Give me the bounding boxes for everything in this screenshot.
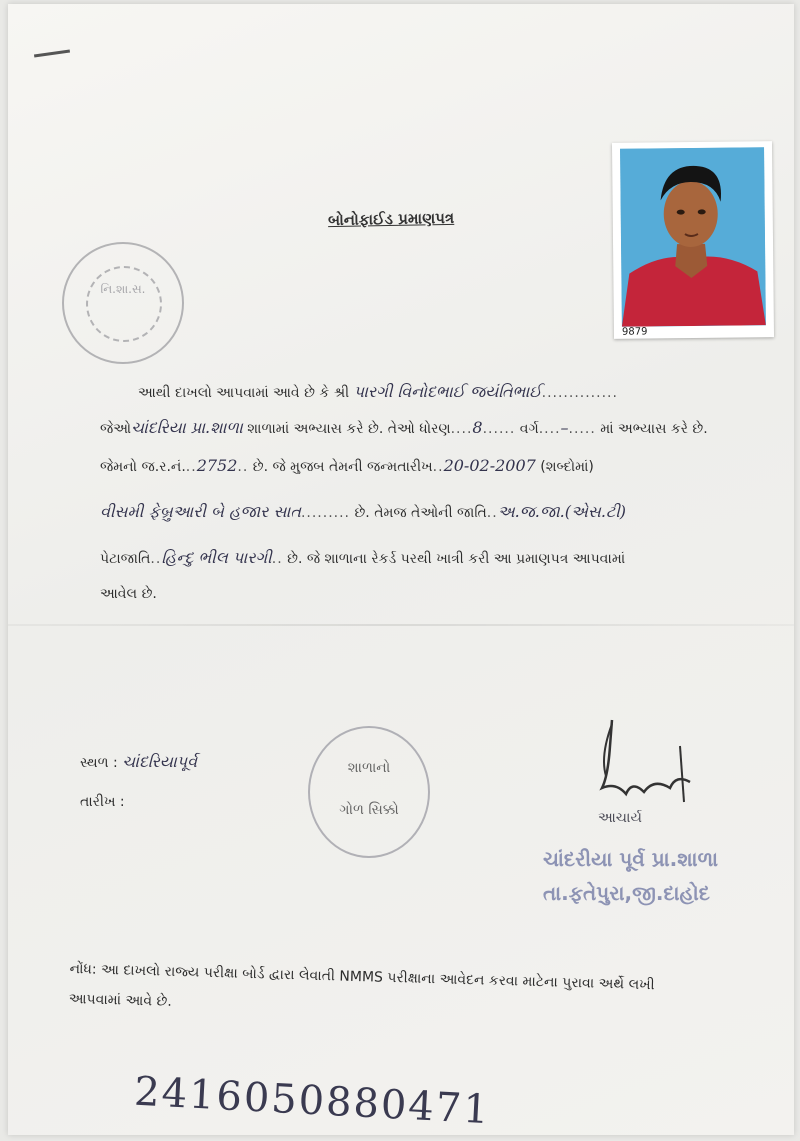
note-line1: નોંધ: આ દાખલો રાજ્ય પરીક્ષા બોર્ડ દ્વારા લેવાતી NMMS પરીક્ષાના આવેદન કરવા માટેના પુરાવા અર્થે લખી: [69, 960, 655, 994]
line-closing: આવેલ છે.: [100, 586, 157, 602]
left-round-seal: [62, 242, 184, 364]
seal-text-line2: ગોળ સિક્કો: [339, 802, 399, 818]
division-value: –: [560, 418, 569, 437]
certificate-paper: [8, 4, 794, 1135]
birth-date-words: વીસમી ફેબ્રુઆરી બે હજાર સાત: [100, 502, 301, 521]
student-name: પારગી વિનોદભાઈ જયંતિભાઈ: [353, 382, 542, 401]
birth-date: 20-02-2007: [443, 456, 536, 475]
standard-value: 8: [472, 418, 483, 437]
school-rubber-stamp: [543, 842, 718, 910]
principal-signature: [580, 716, 710, 816]
school-stamp-line2: તા.ફતેપુરા,જી.દાહોદ: [543, 881, 710, 905]
school-stamp-line1: ચાંદરીયા પૂર્વ પ્રા.શાળા: [543, 847, 719, 871]
student-photo-image: [620, 147, 766, 326]
footnote: [68, 954, 769, 1034]
line-student-name: આથી દાખલો આપવામાં આવે છે કે શ્રી પારગી વિનોદભાઈ જયંતિભાઈ..............: [138, 382, 618, 401]
place-value: ચાંદરિયાપૂર્વ: [122, 752, 198, 771]
paper-fold: [8, 624, 794, 626]
line-gr-birthdate: જેમનો જ.ર.નં...2752.. છે. જે મુજબ તેમની જન્મતારીખ..20-02-2007 (શબ્દોમાં): [100, 456, 594, 475]
principal-label: આચાર્ય: [598, 810, 642, 826]
caste-value: અ.જ.જા.(એસ.ટી): [497, 502, 627, 521]
pen-mark: [34, 50, 70, 58]
school-round-seal: [308, 726, 430, 858]
date-label: તારીખ :: [80, 794, 125, 810]
handwritten-number: 2416050880471: [133, 1068, 492, 1134]
note-line2: આપવામાં આવે છે.: [68, 990, 172, 1010]
left-seal-text: નિ.શા.સ.: [100, 282, 146, 296]
line-school-standard: જેઓચાંદરિયા પ્રા.શાળા શાળામાં અભ્યાસ કરે છે. તેઓ ધોરણ....8...... વર્ગ....–..... માં અભ્યાસ કરે છે.: [100, 418, 708, 437]
line-subcaste: પેટાજાતિ..હિન્દુ ભીલ પારગી.. છે. જે શાળાના રેકર્ડ પરથી ખાત્રી કરી આ પ્રમાણપત્ર આપવામાં: [100, 548, 626, 567]
line-birthdate-words-caste: વીસમી ફેબ્રુઆરી બે હજાર સાત......... છે. તેમજ તેઓની જાતિ..અ.જ.જા.(એસ.ટી): [100, 502, 627, 521]
school-name: ચાંદરિયા પ્રા.શાળા: [131, 418, 243, 437]
place-row: સ્થળ : ચાંદરિયાપૂર્વ: [80, 752, 198, 771]
gr-number: 2752: [196, 456, 238, 475]
sub-caste-value: હિન્દુ ભીલ પારગી: [161, 548, 272, 567]
photo-number: 9879: [621, 326, 648, 338]
certificate-title: બોનોફાઈડ પ્રમાણપત્ર: [327, 208, 455, 230]
student-photo: [612, 141, 774, 339]
seal-text-line1: શાળાનો: [347, 760, 391, 776]
